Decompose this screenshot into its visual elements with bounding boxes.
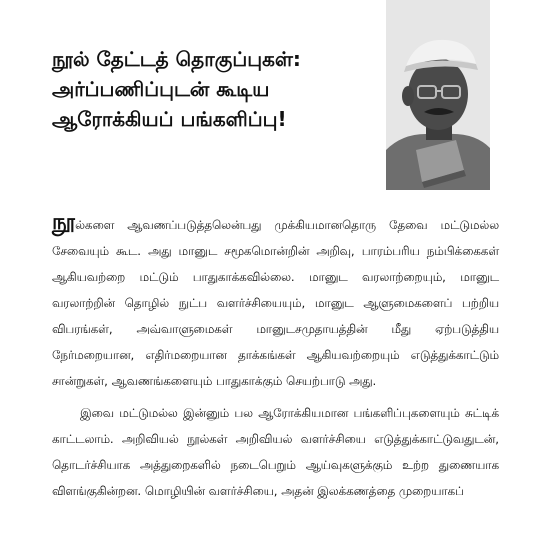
paragraph-1-text: ல்களை ஆவணப்படுத்தலென்பது முக்கியமானதொரு தேவை மட்டுமல்ல சேவையும் கூட. அது மானுட சமூகமொன்றின் அறிவு, பாரம்பரிய நம்பிக்கைகள் ஆகியவற்றை மட்டும் பாதுகாக்கவில்லை. மானுட வரலாற்றையும், மானுட வரலாற்றின் தொழில் நுட்ப வளர்ச்சியையும், மானுட ஆளுமைகளைப் பற்றிய விபரங்கள், அவ்வாளுமைகள் மானுடசமுதாயத்தின் மீது ஏற்படுத்திய நேர்மறையான, எதிர்மறையான தாக்கங்கள் ஆகியவற்றையும் எடுத்துக்காட்டும் சான்றுகள், ஆவணங்களையும் பாதுகாக்கும் செயற்பாடு அது. <box>52 218 499 388</box>
title-line-2: அர்ப்பணிப்புடன் கூடிய <box>52 77 270 101</box>
paragraph-2-text: இவை மட்டுமல்ல இன்னும் பல ஆரோக்கியமான பங்களிப்புகளையும் சுட்டிக் காட்டலாம். அறிவியல் நூல்கள் அறிவியல் வளர்ச்சியை எடுத்துக்காட்டுவதுடன், தொடர்ச்சியாக அத்துறைகளில் நடைபெறும் ஆய்வுகளுக்கும் உற்ற துணையாக விளங்குகின்றன. மொழியின் வளர்ச்சியை, அதன் இலக்கணத்தை முறையாகப் <box>52 406 499 498</box>
article-body <box>52 212 499 504</box>
dropcap: நூ <box>52 210 76 235</box>
article-title <box>52 44 352 134</box>
paragraph-2 <box>52 400 499 504</box>
title-line-3: ஆரோக்கியப் பங்களிப்பு! <box>52 107 287 131</box>
title-line-1: நூல் தேட்டத் தொகுப்புகள்: <box>52 47 301 71</box>
paragraph-1 <box>52 212 499 394</box>
author-photo <box>386 0 490 190</box>
